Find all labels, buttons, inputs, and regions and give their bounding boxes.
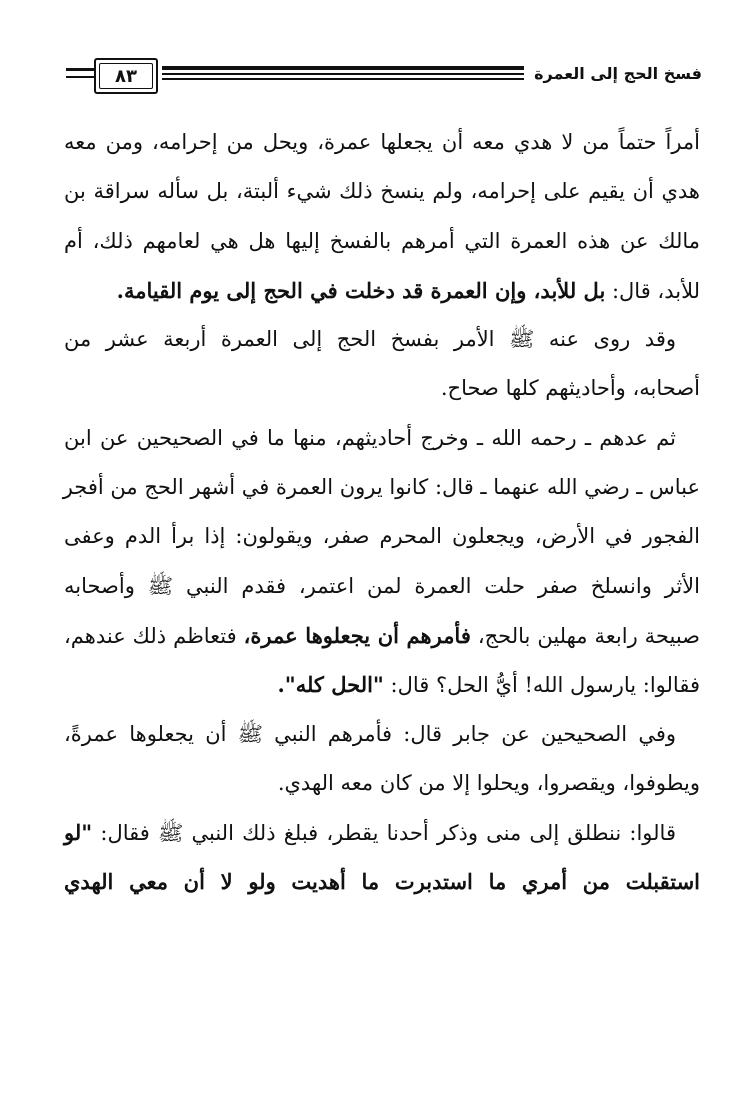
text-line: قالوا: ننطلق إلى منى وذكر أحدنا يقطر، فبلغ ذلك النبي ﷺ فقال: "لو xyxy=(64,820,676,846)
text-line: أمراً حتماً من لا هدي معه أن يجعلها عمرة، ويحل من إحرامه، ومن معه xyxy=(64,130,700,154)
bold-quote: بل للأبد، وإن العمرة قد دخلت في الحج إلى يوم القيامة. xyxy=(116,277,606,303)
text-line: هدي أن يقيم على إحرامه، ولم ينسخ ذلك شيء ألبتة، بل سأله سراقة بن xyxy=(64,179,700,204)
running-header xyxy=(66,56,702,96)
text-line: استقبلت من أمري ما استدبرت ما أهديت ولو لا أن معي الهدي xyxy=(64,869,700,895)
text-line: ويطوفوا، ويقصروا، ويحلوا إلا من كان معه الهدي. xyxy=(277,770,700,795)
bold-quote: "لو xyxy=(64,820,93,846)
bold-quote: فأمرهم أن يجعلوها عمرة، xyxy=(243,622,471,648)
text-line: الفجور في الأرض، ويجعلون المحرم صفر، ويقولون: إذا برأ الدم وعفى xyxy=(64,524,700,549)
text-line: صبيحة رابعة مهلين بالحج، فأمرهم أن يجعلوها عمرة، فتعاظم ذلك عندهم، xyxy=(64,622,700,648)
text-line: أصحابه، وأحاديثهم كلها صحاح. xyxy=(440,376,700,401)
text-line: ثم عدهم ـ رحمه الله ـ وخرج أحاديثهم، منها ما في الصحيحين عن ابن xyxy=(64,425,676,450)
page-number xyxy=(94,58,158,94)
page-number-text: ٨٣ xyxy=(115,65,137,87)
text-line: وفي الصحيحين عن جابر قال: فأمرهم النبي ﷺ أن يجعلوها عمرةً، xyxy=(64,721,676,746)
text-line: عباس ـ رضي الله عنهما ـ قال: كانوا يرون العمرة في أشهر الحج من أفجر xyxy=(62,475,700,500)
header-rule xyxy=(66,76,94,78)
header-rules xyxy=(162,56,702,96)
page-body xyxy=(64,118,700,907)
text-line: للأبد، قال: بل للأبد، وإن العمرة قد دخلت في الحج إلى يوم القيامة. xyxy=(116,277,700,303)
header-title: فسخ الحج إلى العمرة xyxy=(524,64,702,83)
text-line: الأثر وانسلخ صفر حلت العمرة لمن اعتمر، فقدم النبي ﷺ وأصحابه xyxy=(64,573,700,598)
bold-quote: "الحل كله". xyxy=(277,672,384,698)
text-line: وقد روى عنه ﷺ الأمر بفسخ الحج إلى العمرة أربعة عشر من xyxy=(64,327,676,352)
header-rule xyxy=(66,68,94,71)
text-line: مالك عن هذه العمرة التي أمرهم بالفسخ إليها هل هي لعامهم ذلك، أم xyxy=(64,228,700,253)
text-line: فقالوا: يارسول الله! أيُّ الحل؟ قال: "الحل كله". xyxy=(277,672,700,698)
